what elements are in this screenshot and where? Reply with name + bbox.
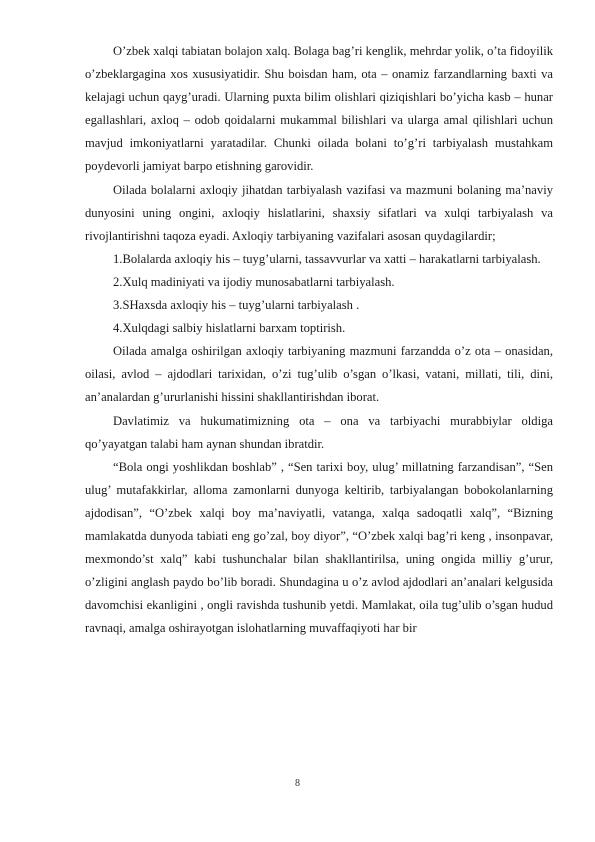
list-item: 2.Xulq madiniyati va ijodiy munosabatlarni tarbiyalash. <box>113 274 395 289</box>
page-number: 8 <box>295 778 300 789</box>
list-item: 1.Bolalarda axloqiy his – tuyg’ularni, tassavvurlar va xatti – harakatlarni tarbiyalash. <box>113 251 541 266</box>
document-body <box>85 40 553 640</box>
list-item: 3.SHaxsda axloqiy his – tuyg’ularni tarbiyalash . <box>113 298 360 313</box>
paragraph: Oilada bolalarni axloqiy jihatdan tarbiyalash vazifasi va mazmuni bolaning ma’naviy dunyosini uning ongini, axloqiy hislatlarini, shaxsiy sifatlari va xulqi tarbiyalash va rivojlantirishni taqoza eyadi. Axloqiy tarbiyaning vazifalari asosan quydagilardir; <box>85 182 553 243</box>
paragraph: “Bola ongi yoshlikdan boshlab” , “Sen tarixi boy, ulug’ millatning farzandisan”, “Sen ulug’ mutafakkirlar, alloma zamonlarni dunyoga keltirib, tarbiyalangan bobokolanlarning ajdodisan”, “O’zbek xalqi boy ma’naviyatli, vatanga, xalqa sadoqatli xalq”, “Bizning mamlakatda dunyoda tabiati eng go’zal, boy diyor”, “O’zbek xalqi bag’ri keng , insonpavar, mexmondo’st xalq” kabi tushunchalar bilan shakllantirilsa, uning ongida milliy g’urur, o’zligini anglash paydo bo’lib boradi. Shundagina u o’z avlod ajdodlari an’analari kelgusida davomchisi ekanligini , ongli ravishda tushunib yetdi. Mamlakat, oila tug’ulib o’sgan hudud ravnaqi, amalga oshirayotgan islohatlarning muvaffaqiyoti har bir <box>85 459 553 636</box>
paragraph: Oilada amalga oshirilgan axloqiy tarbiyaning mazmuni farzandda o’z ota – onasidan, oilasi, avlod – ajdodlari tarixidan, o’zi tug’ulib o’sgan o’lkasi, vatani, millati, tili, dini, an’analardan g’ururlanishi hissini shakllantirishdan iborat. <box>85 344 553 405</box>
paragraph: Davlatimiz va hukumatimizning ota – ona va tarbiyachi murabbiylar oldiga qo’yayatgan talabi ham aynan shundan ibratdir. <box>85 413 553 451</box>
list-item: 4.Xulqdagi salbiy hislatlarni barxam toptirish. <box>113 321 346 336</box>
paragraph: O’zbek xalqi tabiatan bolajon xalq. Bolaga bag’ri kenglik, mehrdar yolik, o’ta fidoyilik o’zbeklargagina xos xususiyatidir. Shu boisdan ham, ota – onamiz farzandlarning baxti va kelajagi uchun qayg’uradi. Ularning puxta bilim olishlari qiziqishlari bo’yicha kasb – hunar egallashlari, axloq – odob qoidalarni mukammal bilishlari va ularga amal qilishlari uchun mavjud imkoniyatlarni yaratadilar. Chunki oilada bolani to’g’ri tarbiyalash mustahkam poydevorli jamiyat barpo etishning garovidir. <box>85 44 553 174</box>
